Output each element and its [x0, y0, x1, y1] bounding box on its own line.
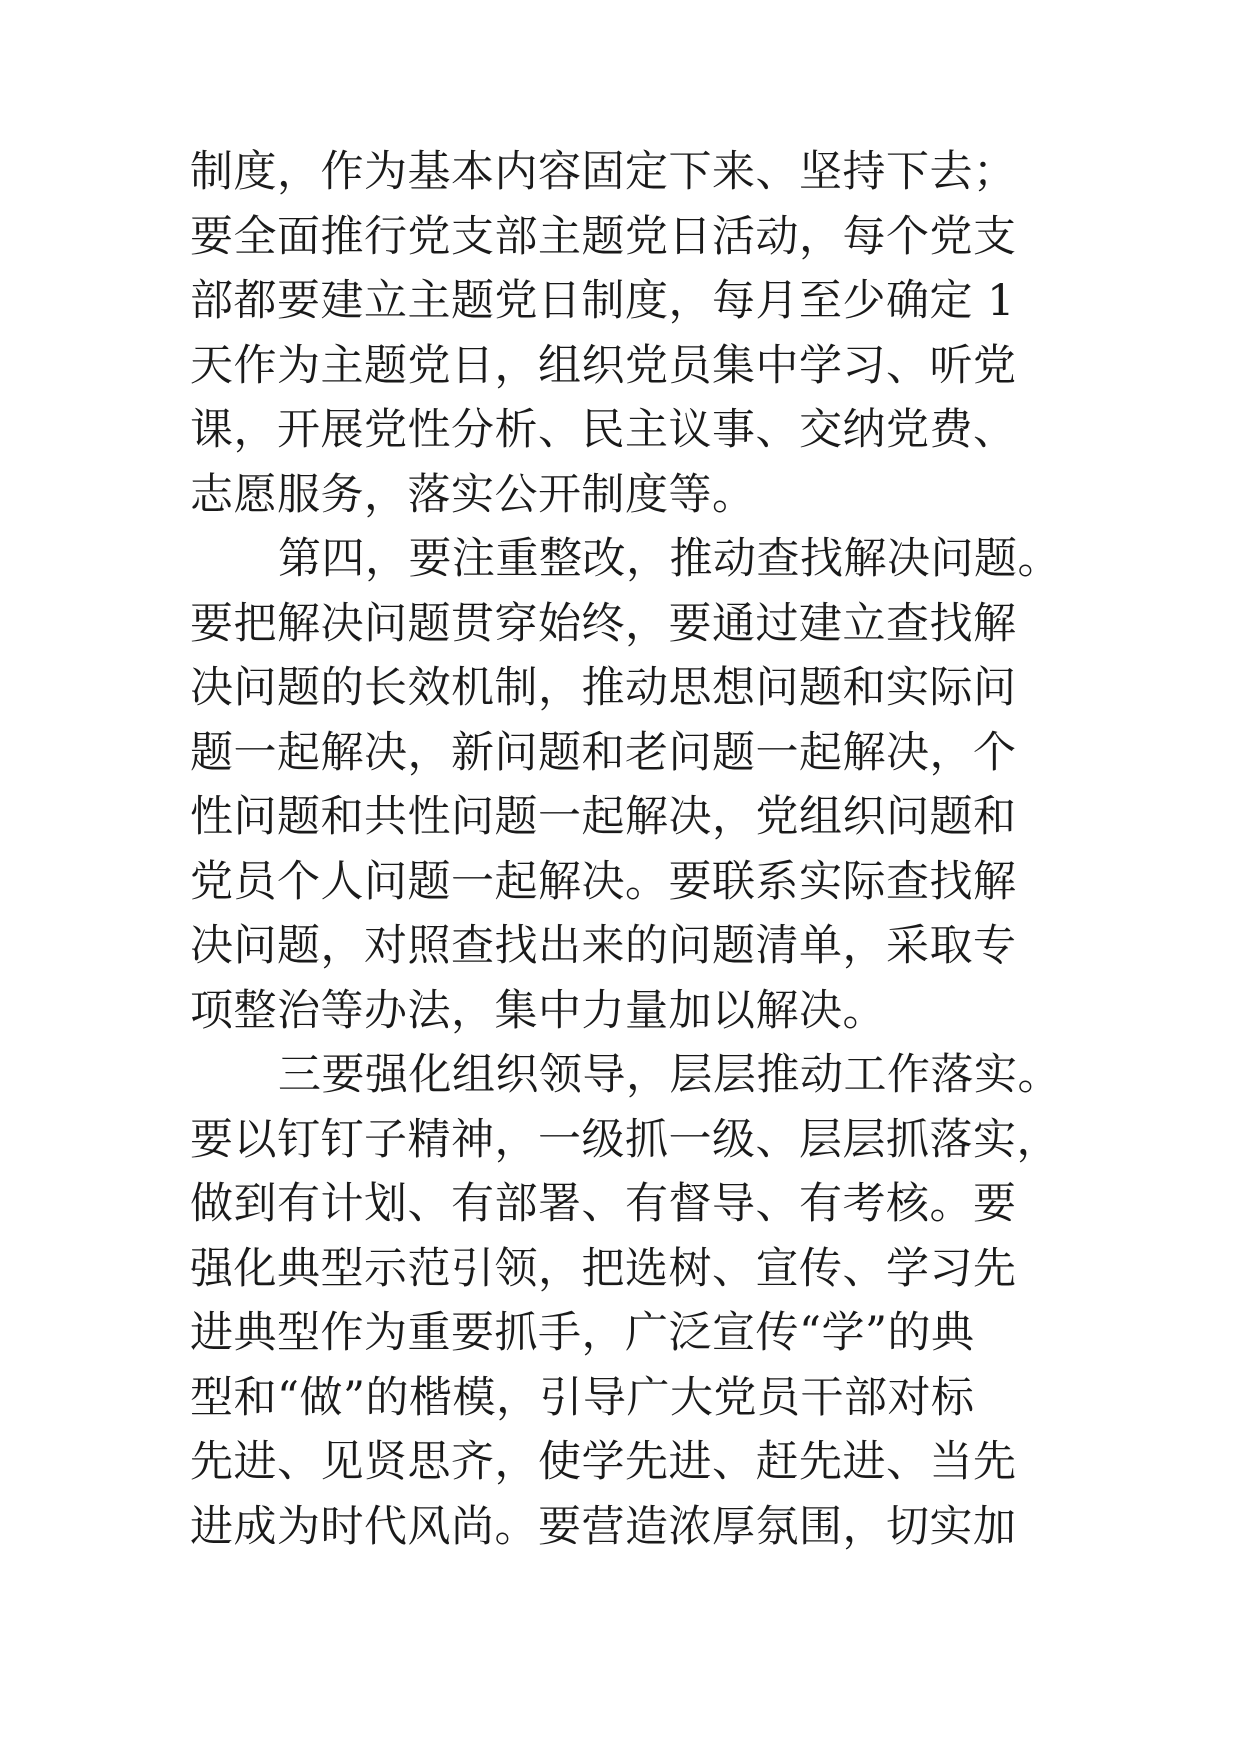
text-line: 天作为主题党日，组织党员集中学习、听党	[190, 340, 1017, 391]
text-line: 党员个人问题一起解决。要联系实际查找解	[190, 856, 1017, 907]
text-line: 志愿服务，落实公开制度等。	[190, 469, 756, 520]
text-line: 部都要建立主题党日制度，每月至少确定 1	[190, 276, 1016, 326]
text-line: 进典型作为重要抓手，广泛宣传“学”的典	[190, 1308, 975, 1358]
text-line: 项整治等办法，集中力量加以解决。	[190, 985, 886, 1036]
text-line: 课，开展党性分析、民主议事、交纳党费、	[190, 405, 1017, 455]
text-line: 先进、见贤思齐，使学先进、赶先进、当先	[190, 1437, 1017, 1487]
text-line: 性问题和共性问题一起解决，党组织问题和	[190, 792, 1017, 842]
text-line: 决问题的长效机制，推动思想问题和实际问	[190, 663, 1017, 713]
text-line: 要把解决问题贯穿始终，要通过建立查找解	[190, 598, 1017, 649]
text-line: 制度，作为基本内容固定下来、坚持下去；	[190, 147, 1017, 197]
text-line: 要全面推行党支部主题党日活动，每个党支	[190, 211, 1017, 262]
text-line: 决问题，对照查找出来的问题清单，采取专	[190, 921, 1017, 971]
text-line: 要以钉钉子精神，一级抓一级、层层抓落实，	[190, 1114, 1060, 1165]
paragraph-first-line: 第四，要注重整改，推动查找解决问题。	[278, 534, 1061, 584]
text-line: 题一起解决，新问题和老问题一起解决，个	[190, 727, 1017, 778]
text-line: 进成为时代风尚。要营造浓厚氛围，切实加	[190, 1501, 1017, 1552]
text-line: 做到有计划、有部署、有督导、有考核。要	[190, 1179, 1017, 1229]
paragraph-first-line: 三要强化组织领导，层层推动工作落实。	[278, 1050, 1061, 1100]
text-line: 强化典型示范引领，把选树、宣传、学习先	[190, 1243, 1017, 1294]
text-line: 型和“做”的楷模，引导广大党员干部对标	[190, 1372, 975, 1423]
body-text	[190, 140, 1070, 1559]
